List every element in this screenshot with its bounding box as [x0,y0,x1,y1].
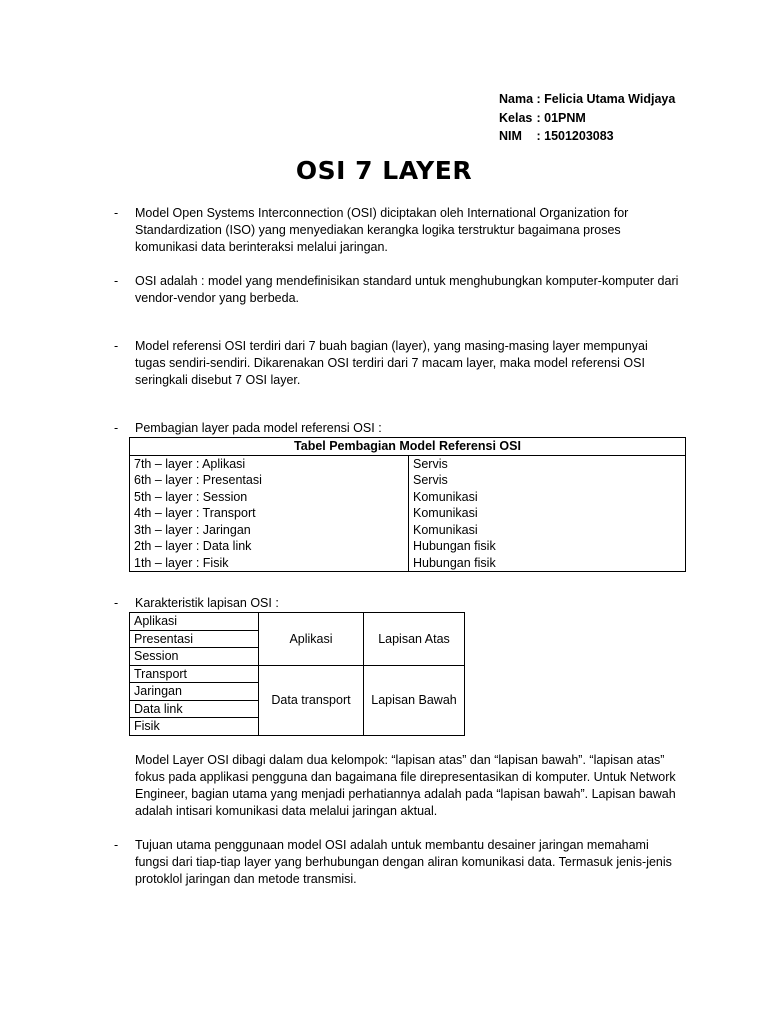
layer-cell: 4th – layer : Transport [130,505,409,522]
kelas-row [499,109,675,128]
fungsi-cell: Hubungan fisik [409,555,686,572]
layer-division-table [129,437,686,572]
nama-label: Nama [499,92,534,106]
bullet-text: OSI adalah : model yang mendefinisikan standard untuk menghubungkan komputer-komputer dari vendor-vendor yang berbeda. [135,274,679,305]
nim-row [499,127,675,146]
lower-group-cell: Data transport [259,665,364,735]
student-identity [499,90,675,146]
layer-cell: Fisik [130,718,259,736]
bullet-dash: - [114,339,119,353]
table-caption: Tabel Pembagian Model Referensi OSI [130,438,686,456]
layer-cell: Data link [130,700,259,718]
layer-cell: 2th – layer : Data link [130,538,409,555]
upper-label-cell: Lapisan Atas [364,613,465,666]
fungsi-cell: Servis [409,472,686,489]
page-title: OSI 7 LAYER [295,156,473,185]
layer-cell: 5th – layer : Session [130,489,409,506]
fungsi-cell: Komunikasi [409,505,686,522]
fungsi-cell: Komunikasi [409,522,686,539]
layer-characteristics-table [129,612,465,736]
kelas-value: : 01PNM [536,110,586,125]
layer-groups-paragraph: Model Layer OSI dibagi dalam dua kelompok: “lapisan atas” dan “lapisan bawah”. “lapisan atas” fokus pada applikasi pengguna dan bagaimana file direpresentasikan di komputer. Untuk Network Engineer, bagian utama yang menjadi perhatiannya adalah pada “lapisan bawah”. Lapisan bawah adalah intisari komunikasi data melalui jaringan aktual. [135,753,676,818]
bullet-text: Pembagian layer pada model referensi OSI : [135,421,382,435]
nama-value: : Felicia Utama Widjaya [536,92,676,106]
layer-cell: Aplikasi [130,613,259,631]
kelas-label: Kelas [499,110,533,125]
bullet-dash: - [114,206,119,220]
bullet-dash: - [114,838,119,852]
fungsi-cell: Servis [409,455,686,472]
bullet-text: Karakteristik lapisan OSI : [135,596,279,610]
fungsi-cell: Komunikasi [409,489,686,506]
layer-cell: Session [130,648,259,666]
bullet-dash: - [114,274,119,288]
layer-cell: 3th – layer : Jaringan [130,522,409,539]
nama-row [499,90,675,109]
fungsi-cell: Hubungan fisik [409,538,686,555]
layer-cell: 1th – layer : Fisik [130,555,409,572]
bullet-text: Model referensi OSI terdiri dari 7 buah bagian (layer), yang masing-masing layer mempunyai tugas sendiri-sendiri. Dikarenakan OSI terdiri dari 7 macam layer, maka model referensi OSI seringkali disebut 7 OSI layer. [135,339,648,387]
layer-cell: 7th – layer : Aplikasi [130,455,409,472]
bullet-text: Model Open Systems Interconnection (OSI) diciptakan oleh International Organization for Standardization (ISO) yang menyediakan kerangka logika terstruktur bagaimana proses komunikasi data berinteraksi melalui jaringan. [135,206,629,254]
bullet-dash: - [114,421,119,435]
layer-cell: Jaringan [130,683,259,701]
layer-cell: 6th – layer : Presentasi [130,472,409,489]
nim-value: : 1501203083 [536,129,614,143]
bullet-text: Tujuan utama penggunaan model OSI adalah untuk membantu desainer jaringan memahami fungsi dari tiap-tiap layer yang berhubungan dengan aliran komunikasi data. Termasuk jenis-jenis protoklol jaringan dan metode transmisi. [135,838,672,886]
layer-cell: Presentasi [130,630,259,648]
upper-group-cell: Aplikasi [259,613,364,666]
bullet-dash: - [114,596,119,610]
lower-label-cell: Lapisan Bawah [364,665,465,735]
nim-label: NIM [499,129,522,143]
layer-cell: Transport [130,665,259,683]
